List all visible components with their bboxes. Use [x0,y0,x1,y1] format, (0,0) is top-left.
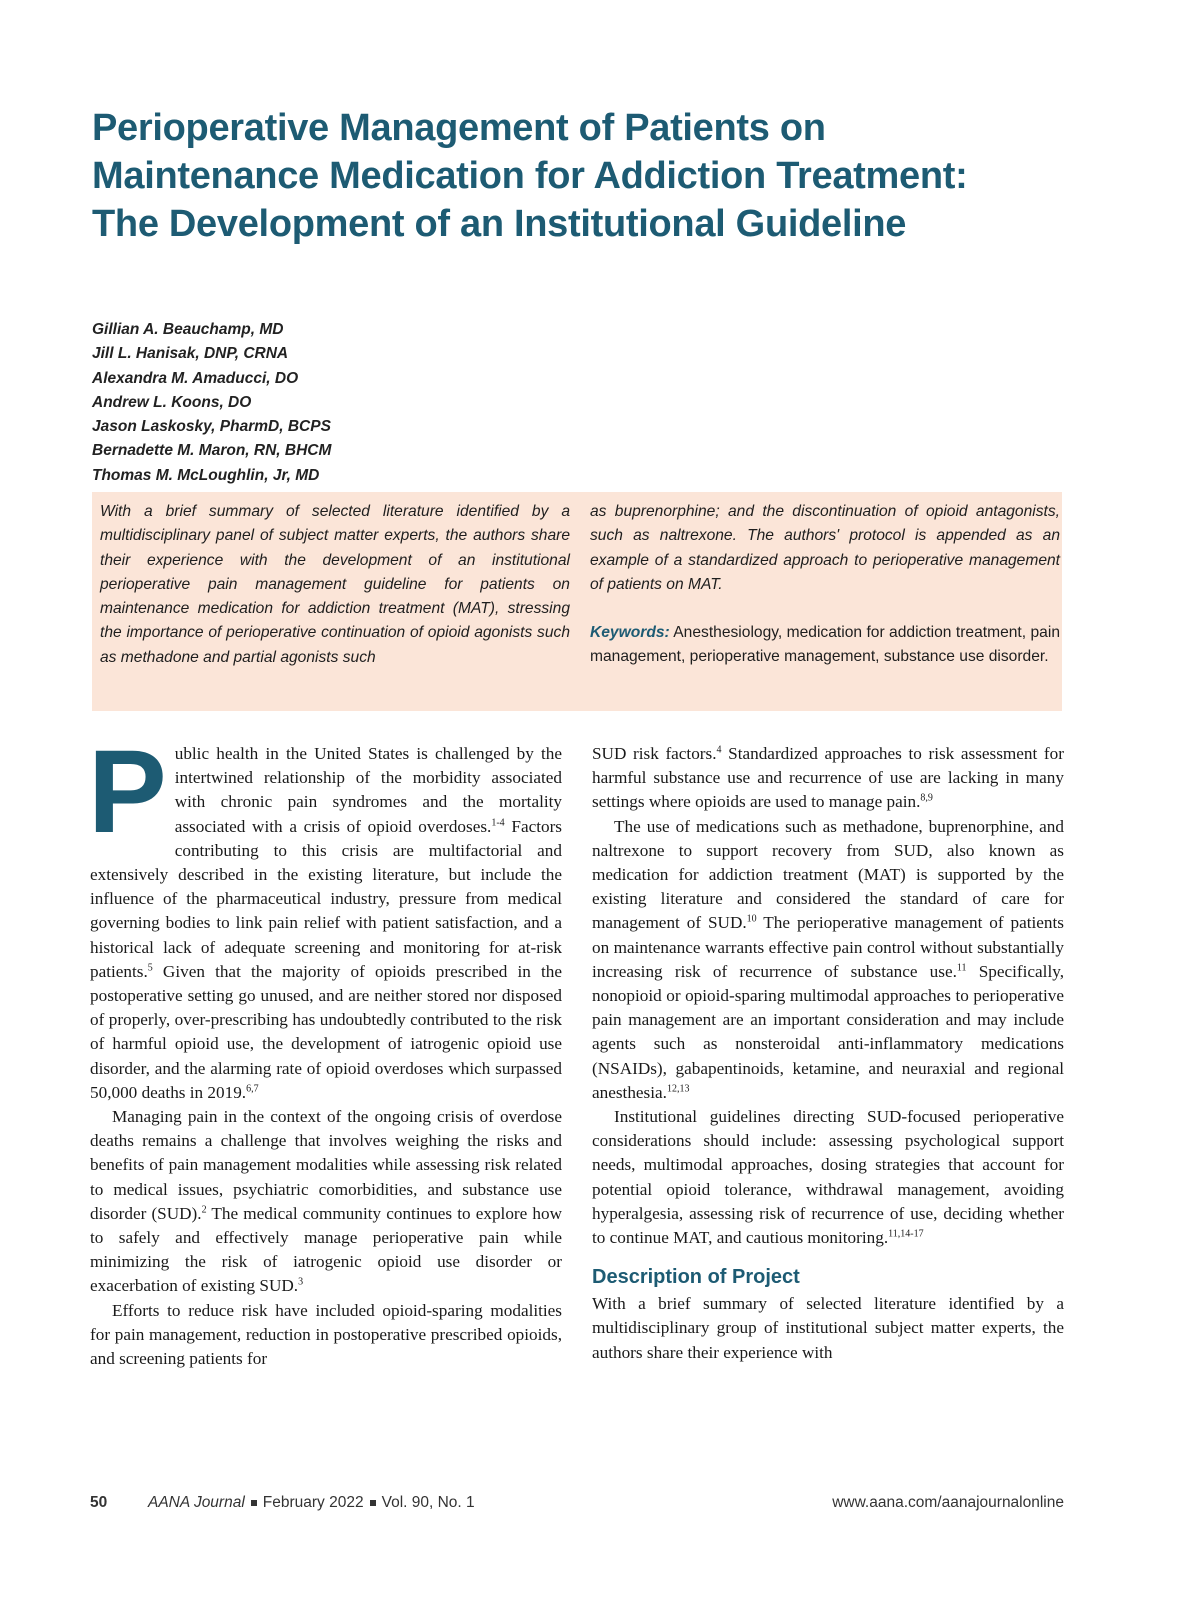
text-run: ublic health in the United States is challenged by the intertwined relationship of the morbidity associated with chronic pain syndromes and the mortality associated with a crisis of opioid overdoses. [174,744,562,836]
citation: 11 [956,962,967,974]
journal-name: AANA Journal [148,1494,245,1511]
author-name: Bernadette M. Maron, RN, BHCM [92,442,332,460]
text-run: Specifically, nonopioid or opioid-sparing multimodal approaches to perioperative pain management are an important consideration and may include agents such as nonsteroidal anti-inflammatory medications (NSAIDs), gabapentinoids, ketamine, and neuraxial and regional anesthesia. [592,961,1064,1102]
drop-cap: P [88,726,167,858]
body-paragraph [90,1105,562,1299]
body-column-right [592,742,1064,1365]
author-list [92,318,592,488]
author-name: Gillian A. Beauchamp, MD [92,321,284,338]
text-run: Standardized approaches to risk assessment for harmful substance use and recurrence of use are lacking in many settings where opioids are used to manage pain. [592,744,1064,812]
citation: 8,9 [920,792,933,804]
abstract-right-column [590,500,1060,670]
author-name: Thomas M. McLoughlin, Jr, MD [92,466,320,484]
page-footer [90,1494,1064,1518]
text-run: Managing pain in the context of the ongoing crisis of overdose deaths remains a challenge that involves weighing the risks and benefits of pain management modalities while assessing risk related to medical issues, psychiatric comorbidities, and substance use disorder (SUD). [90,1107,562,1223]
text-run: The use of medications such as methadone, buprenorphine, and naltrexone to support recovery from SUD, also known as medication for addiction treatment (MAT) is supported by the existing literature and considered the standard of care for management of SUD. [592,816,1064,933]
page-number: 50 [90,1494,108,1511]
citation: 6,7 [246,1083,259,1095]
body-paragraph [90,1299,562,1372]
text-run: The perioperative management of patients on maintenance warrants effective pain control without substantially increasing risk of recurrence of substance use. [592,913,1064,981]
author-name: Andrew L. Koons, DO [92,393,252,411]
separator-square-icon [370,1500,376,1506]
body-paragraph [592,1105,1064,1250]
citation: 12,13 [666,1083,690,1095]
citation: 3 [298,1276,304,1288]
abstract-right-text: as buprenorphine; and the discontinuation of opioid antagonists, such as naltrexone. The authors' protocol is appended as an example of a standardized approach to perioperative management of patients on MAT. [590,503,1060,593]
text-run: Efforts to reduce risk have included opioid-sparing modalities for pain management, reduction in postoperative prescribed opioids, and screening patients for [90,1300,562,1369]
abstract-box [92,492,1062,711]
section-heading: Description of Project [592,1266,800,1289]
body-paragraph [88,726,562,1105]
article-title [92,104,1132,248]
abstract-left-text: With a brief summary of selected literature identified by a multidisciplinary panel of subject matter experts, the authors share their experience with the development of an institutional perioperative pain management guideline for patients on maintenance medication for addiction treatment (MAT), stressing the importance of perioperative continuation of opioid agonists such as methadone and partial agonists such [100,503,570,666]
body-paragraph [592,815,1064,1105]
journal-citation [148,1494,475,1512]
keywords [590,621,1060,670]
keywords-label: Keywords: [590,624,670,642]
title-line: Perioperative Management of Patients on [92,107,826,149]
citation: 11,14-17 [888,1228,924,1240]
body-paragraph [592,1292,1064,1365]
author-name: Jason Laskosky, PharmD, BCPS [92,418,331,436]
title-line: Maintenance Medication for Addiction Treatment: [92,155,968,197]
citation: 4 [716,744,722,756]
text-run: Given that the majority of opioids prescribed in the postoperative setting go unused, and are neither stored nor disposed of properly, over-prescribing has undoubtedly contributed to the risk of harmful opioid use, the development of iatrogenic opioid use disorder, and the alarming rate of opioid overdoses which surpassed 50,000 deaths in 2019. [90,961,562,1102]
author-name: Alexandra M. Amaducci, DO [92,369,299,387]
text-run: With a brief summary of selected literature identified by a multidisciplinary group of institutional subject matter experts, the authors share their experience with [592,1294,1064,1362]
author-name: Jill L. Hanisak, DNP, CRNA [92,345,289,363]
volume: Vol. 90, No. 1 [381,1494,475,1511]
text-run: Institutional guidelines directing SUD-focused perioperative considerations should include: assessing psychological support needs, multimodal approaches, dosing strategies that account for potential opioid tolerance, withdrawal management, avoiding hyperalgesia, assessing risk of recurrence of use, deciding whether to continue MAT, and cautious monitoring. [592,1107,1064,1248]
body-paragraph [592,742,1064,815]
separator-square-icon [251,1500,257,1506]
citation: 2 [201,1204,207,1216]
journal-url[interactable]: www.aana.com/aanajournalonline [832,1494,1064,1511]
title-line: The Development of an Institutional Guideline [92,203,907,245]
text-run: The medical community continues to explore how to safely and effectively manage perioperative pain while minimizing the risk of iatrogenic opioid use disorder or exacerbation of existing SUD. [90,1203,563,1296]
text-run: Factors contributing to this crisis are multifactorial and extensively described in the existing literature, but include the influence of the pharmaceutical industry, pressure from medical governing bodies to link pain relief with patient satisfaction, and a historical lack of adequate screening and monitoring for at-risk patients. [90,816,562,981]
citation: 5 [147,962,153,974]
keywords-text: Anesthesiology, medication for addiction treatment, pain management, perioperative management, substance use disorder. [590,624,1060,666]
citation: 1-4 [491,816,505,828]
text-run: SUD risk factors. [592,744,717,763]
citation: 10 [746,913,757,925]
issue-date: February 2022 [262,1494,364,1511]
body-column-left [88,726,563,1371]
